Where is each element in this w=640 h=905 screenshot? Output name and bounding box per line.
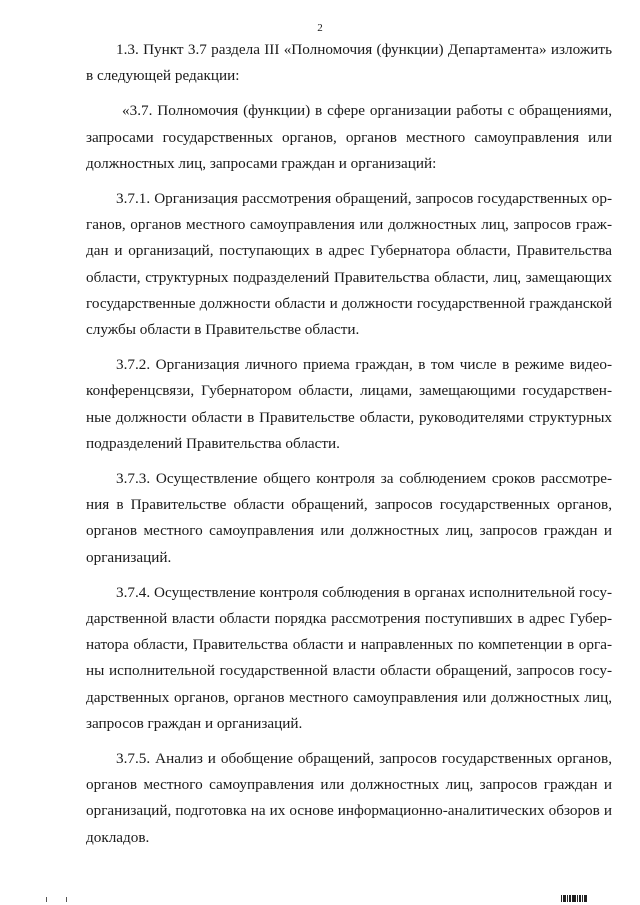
document-body — [86, 37, 612, 860]
paragraph-3-7-2: 3.7.2. Организация личного приема граждан, в том числе в режиме видеоконференцсвязи, Губернатором области, лицами, замещающими государственные должности области в Правительстве области, руководителями структурных подразделений Правительства области. — [86, 356, 612, 452]
paragraph-3-7-5: 3.7.5. Анализ и обобщение обращений, запросов государственных органов, органов местного самоуправления или должностных лиц, запросов граждан и организаций, подготовка на их основе информационно-аналитических обзоров и докладов. — [86, 750, 612, 846]
paragraph-1-3: 1.3. Пункт 3.7 раздела III «Полномочия (функции) Департамента» изложить в следующей редакции: — [86, 41, 612, 85]
paragraph-3-7-1: 3.7.1. Организация рассмотрения обращений, запросов государственных органов, органов местного самоуправления или должностных лиц, запросов граждан и организаций, поступающих в адрес Губернатора области, Правительства области, структурных подразделений Правительства области, лиц, замещающих государственные должности области и должности государственной гражданской службы области в Правительстве области. — [86, 190, 612, 339]
paragraph-3-7: «3.7. Полномочия (функции) в сфере организации работы с обращениями, запросами государственных органов, органов местного самоуправления или должностных лиц, запросами граждан и организаций: — [86, 102, 612, 172]
page-number: 2 — [317, 22, 323, 34]
scan-footer-marks — [0, 893, 640, 905]
scan-tick-mark — [46, 897, 47, 902]
scan-tick-mark — [66, 897, 67, 902]
barcode-mark — [561, 895, 587, 902]
paragraph-3-7-3: 3.7.3. Осуществление общего контроля за соблюдением сроков рассмотрения в Правительстве области обращений, запросов государственных органов, органов местного самоуправления или должностных лиц, запросов граждан и организаций. — [86, 470, 612, 566]
paragraph-3-7-4: 3.7.4. Осуществление контроля соблюдения в органах исполнительной государственной власти области порядка рассмотрения поступивших в адрес Губернатора области, Правительства области и направленных по компетенции в органы исполнительной государственной власти области обращений, запросов государственных органов, органов местного самоуправления или должностных лиц, запросов граждан и организаций. — [86, 583, 612, 732]
